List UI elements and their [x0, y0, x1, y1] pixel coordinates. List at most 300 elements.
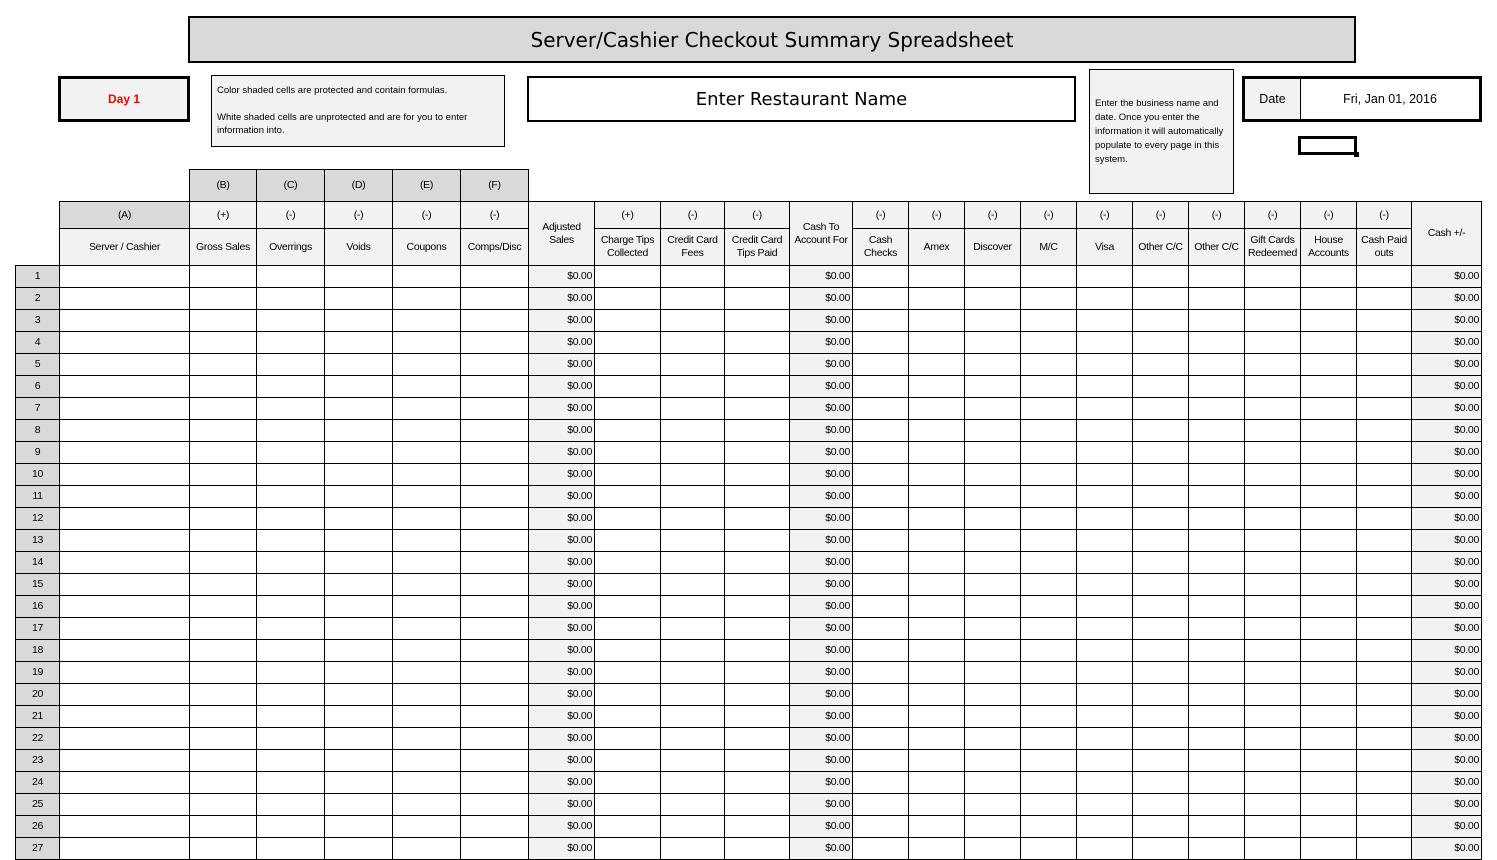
input-cell[interactable]	[908, 617, 965, 640]
input-cell[interactable]	[1244, 771, 1301, 794]
input-cell[interactable]	[1300, 793, 1357, 816]
input-cell[interactable]	[324, 705, 393, 728]
input-cell[interactable]	[908, 419, 965, 442]
input-cell[interactable]	[189, 727, 257, 750]
input-cell[interactable]	[1132, 287, 1189, 310]
input-cell[interactable]	[594, 507, 661, 530]
input-cell[interactable]	[1076, 573, 1133, 596]
input-cell[interactable]	[594, 793, 661, 816]
input-cell[interactable]	[460, 573, 529, 596]
input-cell[interactable]	[908, 815, 965, 838]
input-cell[interactable]	[189, 661, 257, 684]
input-cell[interactable]	[1300, 727, 1357, 750]
input-cell[interactable]	[964, 573, 1021, 596]
input-cell[interactable]	[1020, 353, 1077, 376]
input-cell[interactable]	[392, 595, 461, 618]
input-cell[interactable]	[1300, 617, 1357, 640]
input-cell[interactable]	[460, 441, 529, 464]
input-cell[interactable]	[1244, 529, 1301, 552]
input-cell[interactable]	[324, 771, 393, 794]
input-cell[interactable]	[852, 485, 909, 508]
input-cell[interactable]	[59, 815, 190, 838]
input-cell[interactable]	[594, 397, 661, 420]
input-cell[interactable]	[1020, 331, 1077, 354]
input-cell[interactable]	[1300, 749, 1357, 772]
input-cell[interactable]	[1356, 419, 1412, 442]
input-cell[interactable]	[324, 287, 393, 310]
input-cell[interactable]	[724, 793, 790, 816]
input-cell[interactable]	[724, 309, 790, 332]
input-cell[interactable]	[1300, 419, 1357, 442]
input-cell[interactable]	[1020, 815, 1077, 838]
input-cell[interactable]	[660, 573, 725, 596]
input-cell[interactable]	[1076, 309, 1133, 332]
input-cell[interactable]	[852, 727, 909, 750]
input-cell[interactable]	[189, 507, 257, 530]
input-cell[interactable]	[324, 529, 393, 552]
input-cell[interactable]	[1244, 837, 1301, 860]
input-cell[interactable]	[964, 529, 1021, 552]
input-cell[interactable]	[324, 485, 393, 508]
input-cell[interactable]	[1076, 507, 1133, 530]
input-cell[interactable]	[324, 507, 393, 530]
input-cell[interactable]	[1188, 683, 1245, 706]
input-cell[interactable]	[392, 661, 461, 684]
input-cell[interactable]	[460, 419, 529, 442]
input-cell[interactable]	[1356, 793, 1412, 816]
input-cell[interactable]	[1356, 705, 1412, 728]
input-cell[interactable]	[964, 793, 1021, 816]
input-cell[interactable]	[1300, 331, 1357, 354]
input-cell[interactable]	[724, 397, 790, 420]
input-cell[interactable]	[724, 573, 790, 596]
input-cell[interactable]	[594, 265, 661, 288]
input-cell[interactable]	[1300, 661, 1357, 684]
input-cell[interactable]	[964, 507, 1021, 530]
input-cell[interactable]	[460, 331, 529, 354]
input-cell[interactable]	[852, 705, 909, 728]
input-cell[interactable]	[852, 815, 909, 838]
input-cell[interactable]	[852, 463, 909, 486]
selected-cell-cursor[interactable]	[1298, 136, 1357, 155]
input-cell[interactable]	[1132, 683, 1189, 706]
input-cell[interactable]	[1020, 529, 1077, 552]
input-cell[interactable]	[964, 727, 1021, 750]
input-cell[interactable]	[1356, 661, 1412, 684]
input-cell[interactable]	[256, 529, 325, 552]
input-cell[interactable]	[1300, 309, 1357, 332]
input-cell[interactable]	[1188, 485, 1245, 508]
input-cell[interactable]	[1076, 331, 1133, 354]
input-cell[interactable]	[1132, 595, 1189, 618]
input-cell[interactable]	[1020, 309, 1077, 332]
input-cell[interactable]	[660, 331, 725, 354]
restaurant-name-cell[interactable]: Enter Restaurant Name	[527, 76, 1076, 122]
input-cell[interactable]	[1188, 353, 1245, 376]
input-cell[interactable]	[1132, 727, 1189, 750]
input-cell[interactable]	[1188, 551, 1245, 574]
input-cell[interactable]	[460, 639, 529, 662]
input-cell[interactable]	[256, 793, 325, 816]
input-cell[interactable]	[852, 419, 909, 442]
input-cell[interactable]	[1020, 705, 1077, 728]
input-cell[interactable]	[460, 287, 529, 310]
input-cell[interactable]	[724, 815, 790, 838]
input-cell[interactable]	[1076, 441, 1133, 464]
input-cell[interactable]	[256, 771, 325, 794]
input-cell[interactable]	[852, 265, 909, 288]
input-cell[interactable]	[189, 397, 257, 420]
input-cell[interactable]	[660, 353, 725, 376]
input-cell[interactable]	[660, 507, 725, 530]
input-cell[interactable]	[594, 375, 661, 398]
input-cell[interactable]	[852, 661, 909, 684]
input-cell[interactable]	[1244, 507, 1301, 530]
input-cell[interactable]	[1300, 375, 1357, 398]
input-cell[interactable]	[256, 419, 325, 442]
input-cell[interactable]	[852, 375, 909, 398]
input-cell[interactable]	[908, 793, 965, 816]
input-cell[interactable]	[1300, 573, 1357, 596]
input-cell[interactable]	[256, 375, 325, 398]
input-cell[interactable]	[460, 397, 529, 420]
input-cell[interactable]	[256, 837, 325, 860]
input-cell[interactable]	[1188, 815, 1245, 838]
input-cell[interactable]	[392, 815, 461, 838]
input-cell[interactable]	[256, 639, 325, 662]
input-cell[interactable]	[460, 837, 529, 860]
input-cell[interactable]	[460, 595, 529, 618]
input-cell[interactable]	[1244, 265, 1301, 288]
input-cell[interactable]	[594, 661, 661, 684]
input-cell[interactable]	[1132, 529, 1189, 552]
input-cell[interactable]	[1188, 463, 1245, 486]
input-cell[interactable]	[1300, 705, 1357, 728]
input-cell[interactable]	[908, 661, 965, 684]
input-cell[interactable]	[256, 617, 325, 640]
input-cell[interactable]	[964, 617, 1021, 640]
input-cell[interactable]	[1244, 463, 1301, 486]
input-cell[interactable]	[908, 353, 965, 376]
input-cell[interactable]	[852, 309, 909, 332]
input-cell[interactable]	[724, 617, 790, 640]
input-cell[interactable]	[1244, 639, 1301, 662]
input-cell[interactable]	[594, 595, 661, 618]
input-cell[interactable]	[660, 815, 725, 838]
input-cell[interactable]	[660, 397, 725, 420]
input-cell[interactable]	[460, 485, 529, 508]
input-cell[interactable]	[660, 771, 725, 794]
input-cell[interactable]	[1020, 727, 1077, 750]
input-cell[interactable]	[59, 705, 190, 728]
input-cell[interactable]	[594, 683, 661, 706]
input-cell[interactable]	[1244, 727, 1301, 750]
input-cell[interactable]	[392, 573, 461, 596]
input-cell[interactable]	[1188, 573, 1245, 596]
input-cell[interactable]	[256, 287, 325, 310]
input-cell[interactable]	[460, 309, 529, 332]
input-cell[interactable]	[392, 331, 461, 354]
input-cell[interactable]	[1076, 617, 1133, 640]
input-cell[interactable]	[852, 793, 909, 816]
input-cell[interactable]	[59, 441, 190, 464]
input-cell[interactable]	[189, 573, 257, 596]
input-cell[interactable]	[1300, 353, 1357, 376]
input-cell[interactable]	[724, 507, 790, 530]
input-cell[interactable]	[1188, 375, 1245, 398]
input-cell[interactable]	[1356, 837, 1412, 860]
input-cell[interactable]	[1132, 463, 1189, 486]
input-cell[interactable]	[594, 441, 661, 464]
input-cell[interactable]	[256, 353, 325, 376]
input-cell[interactable]	[1244, 419, 1301, 442]
input-cell[interactable]	[1132, 265, 1189, 288]
input-cell[interactable]	[660, 617, 725, 640]
input-cell[interactable]	[1244, 815, 1301, 838]
input-cell[interactable]	[660, 551, 725, 574]
input-cell[interactable]	[964, 595, 1021, 618]
input-cell[interactable]	[256, 309, 325, 332]
input-cell[interactable]	[964, 375, 1021, 398]
input-cell[interactable]	[1076, 661, 1133, 684]
input-cell[interactable]	[1132, 331, 1189, 354]
input-cell[interactable]	[59, 837, 190, 860]
input-cell[interactable]	[324, 595, 393, 618]
input-cell[interactable]	[59, 683, 190, 706]
input-cell[interactable]	[852, 617, 909, 640]
input-cell[interactable]	[59, 639, 190, 662]
input-cell[interactable]	[59, 595, 190, 618]
input-cell[interactable]	[1356, 551, 1412, 574]
input-cell[interactable]	[392, 793, 461, 816]
input-cell[interactable]	[1244, 353, 1301, 376]
input-cell[interactable]	[660, 309, 725, 332]
input-cell[interactable]	[1188, 331, 1245, 354]
input-cell[interactable]	[1132, 485, 1189, 508]
input-cell[interactable]	[189, 595, 257, 618]
input-cell[interactable]	[1356, 265, 1412, 288]
input-cell[interactable]	[852, 287, 909, 310]
input-cell[interactable]	[1356, 573, 1412, 596]
input-cell[interactable]	[1020, 463, 1077, 486]
input-cell[interactable]	[1076, 771, 1133, 794]
input-cell[interactable]	[724, 375, 790, 398]
input-cell[interactable]	[1076, 595, 1133, 618]
input-cell[interactable]	[392, 485, 461, 508]
input-cell[interactable]	[1244, 485, 1301, 508]
input-cell[interactable]	[256, 265, 325, 288]
input-cell[interactable]	[852, 749, 909, 772]
input-cell[interactable]	[1076, 265, 1133, 288]
input-cell[interactable]	[964, 771, 1021, 794]
input-cell[interactable]	[256, 463, 325, 486]
input-cell[interactable]	[1356, 507, 1412, 530]
input-cell[interactable]	[594, 573, 661, 596]
input-cell[interactable]	[852, 837, 909, 860]
input-cell[interactable]	[852, 507, 909, 530]
input-cell[interactable]	[964, 265, 1021, 288]
input-cell[interactable]	[460, 771, 529, 794]
input-cell[interactable]	[1188, 287, 1245, 310]
input-cell[interactable]	[1188, 661, 1245, 684]
input-cell[interactable]	[1020, 397, 1077, 420]
input-cell[interactable]	[1300, 287, 1357, 310]
input-cell[interactable]	[852, 529, 909, 552]
input-cell[interactable]	[189, 265, 257, 288]
input-cell[interactable]	[460, 353, 529, 376]
input-cell[interactable]	[1132, 837, 1189, 860]
input-cell[interactable]	[724, 331, 790, 354]
input-cell[interactable]	[1188, 837, 1245, 860]
input-cell[interactable]	[1020, 265, 1077, 288]
input-cell[interactable]	[908, 683, 965, 706]
input-cell[interactable]	[964, 485, 1021, 508]
input-cell[interactable]	[964, 749, 1021, 772]
input-cell[interactable]	[724, 727, 790, 750]
input-cell[interactable]	[1244, 287, 1301, 310]
input-cell[interactable]	[1356, 617, 1412, 640]
input-cell[interactable]	[1020, 507, 1077, 530]
input-cell[interactable]	[392, 265, 461, 288]
input-cell[interactable]	[594, 551, 661, 574]
input-cell[interactable]	[324, 353, 393, 376]
input-cell[interactable]	[1356, 485, 1412, 508]
input-cell[interactable]	[660, 837, 725, 860]
input-cell[interactable]	[1188, 705, 1245, 728]
input-cell[interactable]	[1076, 705, 1133, 728]
input-cell[interactable]	[59, 309, 190, 332]
input-cell[interactable]	[1076, 727, 1133, 750]
input-cell[interactable]	[189, 683, 257, 706]
input-cell[interactable]	[392, 617, 461, 640]
input-cell[interactable]	[660, 705, 725, 728]
input-cell[interactable]	[324, 815, 393, 838]
input-cell[interactable]	[964, 309, 1021, 332]
input-cell[interactable]	[189, 353, 257, 376]
input-cell[interactable]	[189, 441, 257, 464]
input-cell[interactable]	[1132, 771, 1189, 794]
input-cell[interactable]	[1356, 463, 1412, 486]
input-cell[interactable]	[852, 551, 909, 574]
input-cell[interactable]	[724, 661, 790, 684]
input-cell[interactable]	[1356, 595, 1412, 618]
input-cell[interactable]	[908, 331, 965, 354]
input-cell[interactable]	[324, 551, 393, 574]
input-cell[interactable]	[324, 749, 393, 772]
input-cell[interactable]	[1020, 287, 1077, 310]
input-cell[interactable]	[724, 771, 790, 794]
input-cell[interactable]	[460, 749, 529, 772]
input-cell[interactable]	[1300, 397, 1357, 420]
input-cell[interactable]	[1076, 375, 1133, 398]
input-cell[interactable]	[1244, 683, 1301, 706]
input-cell[interactable]	[392, 375, 461, 398]
input-cell[interactable]	[1300, 507, 1357, 530]
input-cell[interactable]	[594, 639, 661, 662]
input-cell[interactable]	[392, 771, 461, 794]
input-cell[interactable]	[724, 683, 790, 706]
input-cell[interactable]	[1020, 375, 1077, 398]
input-cell[interactable]	[1356, 397, 1412, 420]
input-cell[interactable]	[1244, 309, 1301, 332]
input-cell[interactable]	[1132, 815, 1189, 838]
input-cell[interactable]	[324, 331, 393, 354]
input-cell[interactable]	[1076, 419, 1133, 442]
input-cell[interactable]	[908, 485, 965, 508]
input-cell[interactable]	[1356, 331, 1412, 354]
input-cell[interactable]	[660, 529, 725, 552]
input-cell[interactable]	[724, 705, 790, 728]
input-cell[interactable]	[189, 815, 257, 838]
input-cell[interactable]	[1300, 683, 1357, 706]
input-cell[interactable]	[324, 639, 393, 662]
input-cell[interactable]	[1132, 749, 1189, 772]
input-cell[interactable]	[1356, 749, 1412, 772]
input-cell[interactable]	[1132, 705, 1189, 728]
input-cell[interactable]	[594, 529, 661, 552]
input-cell[interactable]	[59, 573, 190, 596]
input-cell[interactable]	[660, 441, 725, 464]
input-cell[interactable]	[724, 837, 790, 860]
input-cell[interactable]	[189, 287, 257, 310]
input-cell[interactable]	[460, 815, 529, 838]
input-cell[interactable]	[1300, 551, 1357, 574]
input-cell[interactable]	[59, 727, 190, 750]
input-cell[interactable]	[1300, 595, 1357, 618]
input-cell[interactable]	[908, 529, 965, 552]
input-cell[interactable]	[1188, 793, 1245, 816]
input-cell[interactable]	[1300, 771, 1357, 794]
input-cell[interactable]	[594, 771, 661, 794]
input-cell[interactable]	[1132, 573, 1189, 596]
input-cell[interactable]	[908, 595, 965, 618]
input-cell[interactable]	[1020, 661, 1077, 684]
input-cell[interactable]	[1020, 793, 1077, 816]
input-cell[interactable]	[1076, 793, 1133, 816]
input-cell[interactable]	[1244, 749, 1301, 772]
input-cell[interactable]	[189, 793, 257, 816]
date-value-cell[interactable]: Fri, Jan 01, 2016	[1343, 92, 1437, 106]
input-cell[interactable]	[324, 419, 393, 442]
input-cell[interactable]	[392, 727, 461, 750]
input-cell[interactable]	[724, 287, 790, 310]
input-cell[interactable]	[908, 727, 965, 750]
input-cell[interactable]	[660, 727, 725, 750]
input-cell[interactable]	[256, 815, 325, 838]
input-cell[interactable]	[1244, 661, 1301, 684]
input-cell[interactable]	[1020, 683, 1077, 706]
input-cell[interactable]	[724, 265, 790, 288]
input-cell[interactable]	[908, 705, 965, 728]
input-cell[interactable]	[460, 661, 529, 684]
input-cell[interactable]	[964, 463, 1021, 486]
input-cell[interactable]	[1188, 397, 1245, 420]
input-cell[interactable]	[324, 463, 393, 486]
input-cell[interactable]	[964, 639, 1021, 662]
input-cell[interactable]	[1188, 441, 1245, 464]
input-cell[interactable]	[1076, 639, 1133, 662]
input-cell[interactable]	[1244, 705, 1301, 728]
input-cell[interactable]	[392, 507, 461, 530]
input-cell[interactable]	[392, 705, 461, 728]
input-cell[interactable]	[1356, 771, 1412, 794]
input-cell[interactable]	[660, 419, 725, 442]
input-cell[interactable]	[1132, 507, 1189, 530]
input-cell[interactable]	[1132, 397, 1189, 420]
input-cell[interactable]	[660, 639, 725, 662]
input-cell[interactable]	[660, 265, 725, 288]
input-cell[interactable]	[1020, 749, 1077, 772]
